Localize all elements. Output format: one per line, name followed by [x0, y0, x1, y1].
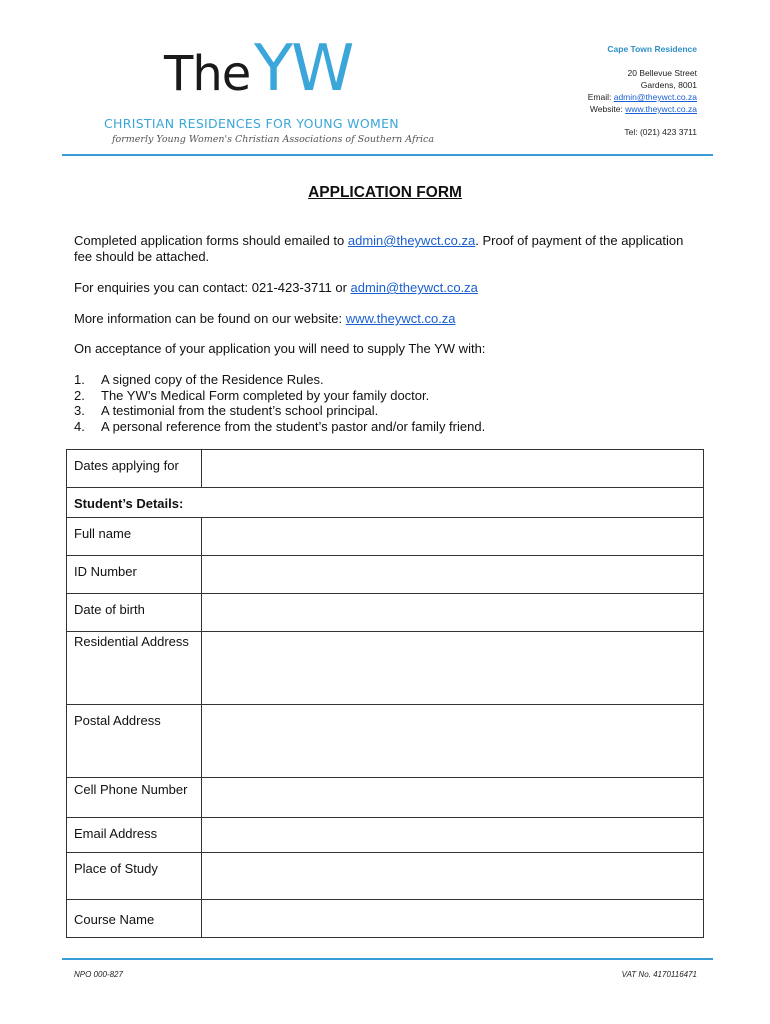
postal-address-label: Postal Address [67, 705, 202, 778]
logo-subtitle: formerly Young Women's Christian Associations of Southern Africa [112, 134, 435, 145]
p2-text-before: For enquiries you can contact: 021-423-3711 or [74, 280, 351, 295]
street: 20 Bellevue Street [627, 68, 697, 78]
table-row [67, 818, 704, 853]
p3-website-link[interactable]: www.theywct.co.za [345, 311, 456, 326]
list-item: 4. A personal reference from the student’s pastor and/or family friend. [74, 419, 486, 435]
table-row [67, 518, 704, 556]
id-number-field[interactable] [201, 556, 703, 594]
address-block [588, 43, 697, 138]
header-divider [62, 154, 713, 156]
residential-address-field[interactable] [201, 632, 703, 705]
intro-paragraph-1 [74, 233, 694, 265]
vat-number: VAT No. 4170116471 [621, 970, 697, 979]
p1-email-link[interactable]: admin@theywct.co.za [347, 233, 476, 248]
table-row [67, 556, 704, 594]
intro-paragraph-2 [74, 280, 694, 296]
email-line [588, 91, 697, 103]
list-item: 3. A testimonial from the student’s school principal. [74, 403, 379, 419]
telephone: Tel: (021) 423 3711 [624, 127, 697, 137]
course-name-field[interactable] [201, 900, 703, 938]
page-title: APPLICATION FORM [308, 184, 462, 201]
table-row [67, 450, 704, 488]
npo-number: NPO 000-827 [74, 970, 123, 979]
p2-email-link[interactable]: admin@theywct.co.za [350, 280, 478, 295]
p1-text-after: . Proof of payment of the application fee should be attached. [74, 233, 684, 264]
intro-paragraph-3 [74, 311, 694, 327]
intro-paragraph-4: On acceptance of your application you will need to supply The YW with: [74, 341, 486, 356]
dob-field[interactable] [201, 594, 703, 632]
dates-field[interactable] [201, 450, 703, 488]
logo-the: The [164, 46, 251, 102]
city: Gardens, 8001 [640, 80, 697, 90]
logo-yw: YW [254, 32, 353, 106]
list-item: 1. A signed copy of the Residence Rules. [74, 372, 324, 387]
p1-text-before: Completed application forms should emailed to [74, 233, 348, 248]
logo-tagline: CHRISTIAN RESIDENCES FOR YOUNG WOMEN [104, 116, 399, 131]
application-table [66, 449, 704, 938]
email-address-label: Email Address [67, 818, 202, 853]
email-address-field[interactable] [201, 818, 703, 853]
cell-phone-label: Cell Phone Number [67, 778, 202, 818]
header-email-link[interactable]: admin@theywct.co.za [613, 92, 697, 102]
footer-divider [62, 958, 713, 960]
requirements-list [74, 372, 485, 435]
course-name-label: Course Name [67, 900, 202, 938]
table-row [67, 778, 704, 818]
cell-phone-field[interactable] [201, 778, 703, 818]
place-of-study-label: Place of Study [67, 853, 202, 900]
place-of-study-field[interactable] [201, 853, 703, 900]
dates-label: Dates applying for [67, 450, 202, 488]
postal-address-field[interactable] [201, 705, 703, 778]
table-row [67, 632, 704, 705]
website-label: Website: [589, 104, 623, 114]
full-name-label: Full name [67, 518, 202, 556]
email-label: Email: [587, 92, 612, 102]
list-item: 2. The YW’s Medical Form completed by your family doctor. [74, 387, 430, 403]
table-row [67, 853, 704, 900]
full-name-field[interactable] [201, 518, 703, 556]
residence-name: Cape Town Residence [607, 44, 697, 54]
id-number-label: ID Number [67, 556, 202, 594]
residential-address-label: Residential Address [67, 632, 202, 705]
students-details-heading: Student’s Details: [67, 488, 704, 518]
table-row [67, 705, 704, 778]
p3-text-before: More information can be found on our website: [74, 311, 346, 326]
dob-label: Date of birth [67, 594, 202, 632]
website-line [588, 103, 697, 115]
header-website-link[interactable]: www.theywct.co.za [625, 104, 697, 114]
table-row [67, 594, 704, 632]
table-row [67, 900, 704, 938]
table-row [67, 488, 704, 518]
logo [104, 32, 464, 155]
